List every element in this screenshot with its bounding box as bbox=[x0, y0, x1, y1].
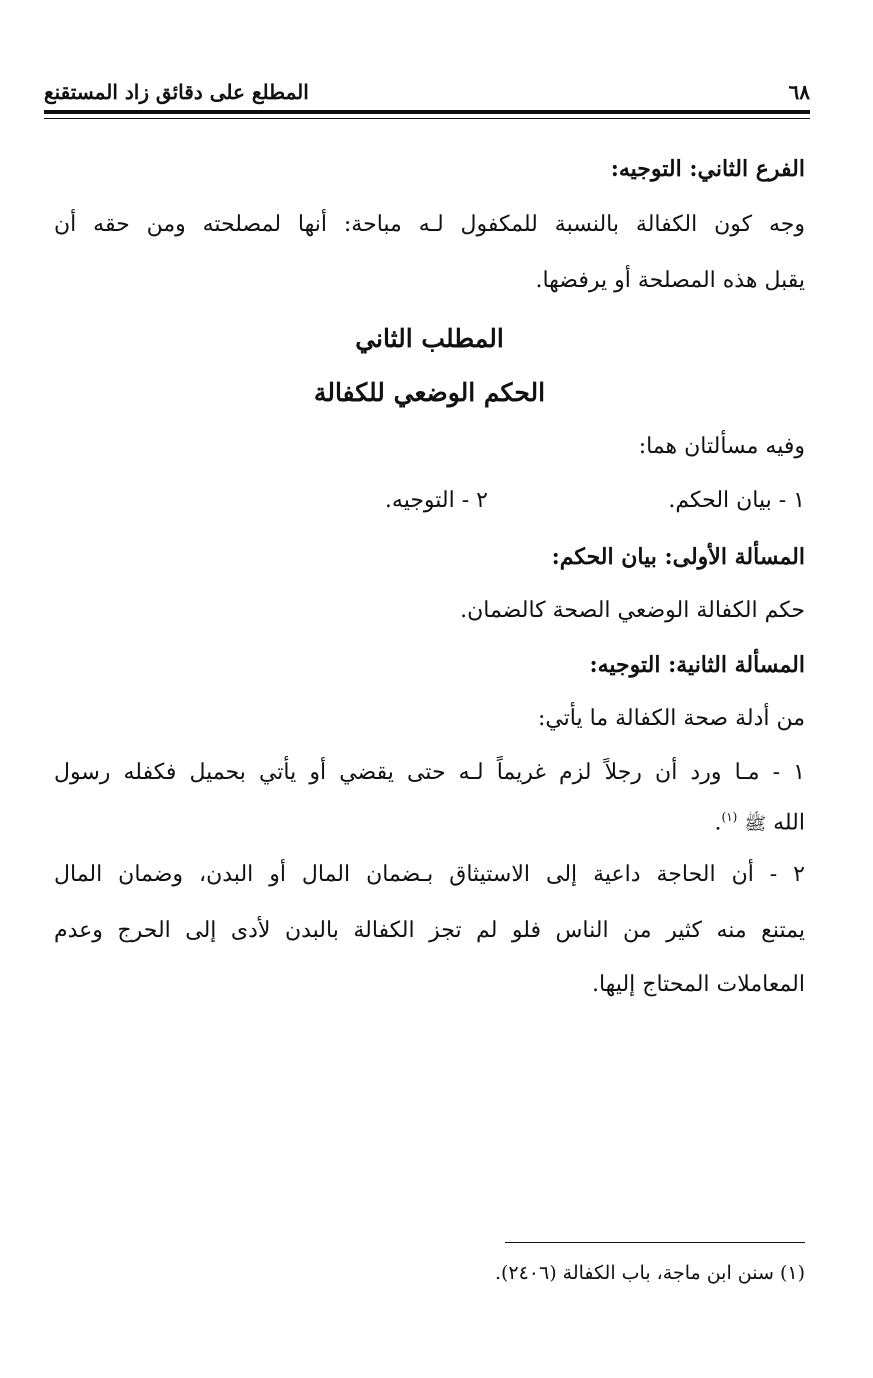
footnote-ref: (١) bbox=[721, 810, 738, 824]
masala2-intro: من أدلة صحة الكفالة ما يأتي: bbox=[537, 706, 805, 731]
list-item-2: ٢ - التوجيه. bbox=[384, 488, 488, 513]
evidence-2-line1: ٢ - أن الحاجة داعية إلى الاستيثاق بـضمان المال أو البدن، وضمان المال bbox=[54, 862, 805, 887]
paragraph-line: وجه كون الكفالة بالنسبة للمكفول لـه مباحة: أنها لمصلحته ومن حقه أن bbox=[54, 212, 805, 237]
page-header bbox=[44, 74, 810, 104]
matlab-subtitle: الحكم الوضعي للكفالة bbox=[313, 378, 546, 407]
page-number: ٦٨ bbox=[788, 80, 810, 104]
paragraph-line: يقبل هذه المصلحة أو يرفضها. bbox=[535, 268, 805, 293]
section-heading-far2: الفرع الثاني: التوجيه: bbox=[610, 156, 805, 182]
matlab-title: المطلب الثاني bbox=[355, 324, 504, 353]
masala1-heading: المسألة الأولى: بيان الحكم: bbox=[551, 544, 805, 570]
matlab-intro: وفيه مسألتان هما: bbox=[638, 434, 805, 459]
masala1-text: حكم الكفالة الوضعي الصحة كالضمان. bbox=[460, 598, 805, 623]
book-title: المطلع على دقائق زاد المستقنع bbox=[44, 80, 309, 104]
evidence-1-line1: ١ - مـا ورد أن رجلاً لزم غريماً لـه حتى يقضي أو يأتي بحميل فكفله رسول bbox=[54, 760, 805, 785]
evidence-2-line2: يمتنع منه كثير من الناس فلو لم تجز الكفالة بالبدن لأدى إلى الحرج وعدم bbox=[54, 918, 805, 943]
footnote-separator bbox=[505, 1242, 805, 1243]
sentence-end: . bbox=[714, 810, 722, 836]
allah-word: الله bbox=[773, 810, 805, 836]
evidence-1-line2 bbox=[54, 810, 805, 837]
header-rule-thin bbox=[44, 118, 810, 119]
header-rule-thick bbox=[44, 110, 810, 114]
masala2-heading: المسألة الثانية: التوجيه: bbox=[589, 652, 805, 678]
evidence-2-line3: المعاملات المحتاج إليها. bbox=[591, 972, 805, 997]
list-item-1: ١ - بيان الحكم. bbox=[668, 488, 805, 513]
footnote: (١) سنن ابن ماجة، باب الكفالة (٢٤٠٦). bbox=[494, 1262, 805, 1284]
pbuh-glyph: ﷺ bbox=[744, 813, 767, 835]
